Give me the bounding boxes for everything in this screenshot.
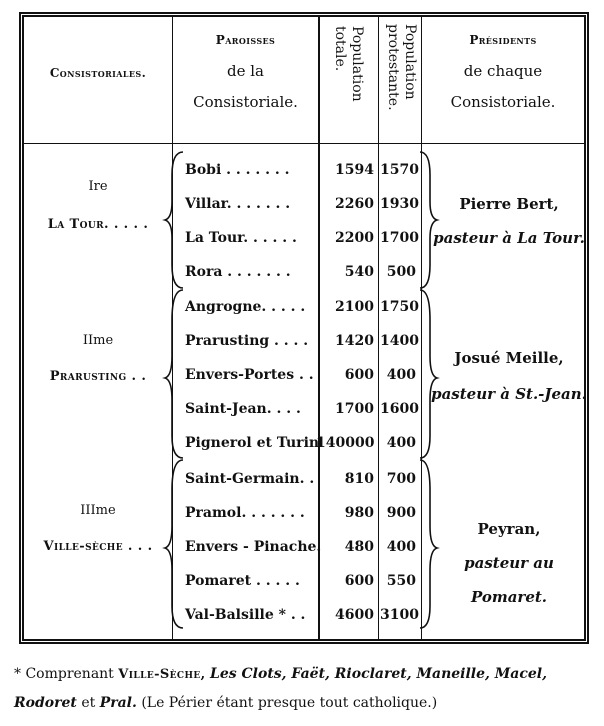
population-totale: 1420 — [335, 333, 374, 349]
population-protestante: 400 — [386, 539, 416, 555]
population-protestante: 1400 — [380, 333, 419, 349]
parish-name: Prarusting . . . . — [185, 333, 309, 349]
header-paroisses-line2: de la — [227, 62, 264, 80]
president-role — [426, 377, 592, 411]
president-role-text: pasteur au Pomaret. — [464, 554, 554, 606]
population-totale: 600 — [344, 573, 374, 589]
footnote-star: * Comprenant — [14, 666, 114, 682]
header-presidents-line2: de chaque — [463, 62, 543, 80]
president-role — [426, 546, 592, 614]
population-protestante: 700 — [386, 471, 416, 487]
header-paroisses-line1: Paroisses — [215, 33, 276, 47]
consistorial-number: IIIme — [80, 503, 116, 518]
president-name: Josué Meille, — [454, 349, 564, 367]
population-protestante: 3100 — [380, 607, 419, 623]
population-protestante: 400 — [386, 367, 416, 383]
header-presidents-line1: Présidents — [469, 33, 537, 47]
population-protestante: 1930 — [380, 196, 419, 212]
population-totale: 1594 — [335, 162, 374, 178]
population-totale: 2100 — [335, 299, 374, 315]
population-totale: 1700 — [335, 401, 374, 417]
parish-name: Envers-Portes . . — [185, 367, 314, 383]
population-protestante: 900 — [386, 505, 416, 521]
population-totale: 2200 — [335, 230, 374, 246]
parish-name: Villar. . . . . . . — [185, 196, 291, 212]
population-totale: 810 — [344, 471, 374, 487]
population-totale: 2260 — [335, 196, 374, 212]
president-role-text: pasteur à La Tour. — [433, 229, 585, 247]
footnote-rest: (Le Périer étant presque tout catholique.) — [141, 695, 438, 711]
parish-name: Saint-Germain. . — [185, 471, 315, 487]
president-name: Peyran, — [477, 520, 541, 538]
population-protestante: 500 — [386, 264, 416, 280]
population-totale: 4600 — [335, 607, 374, 623]
header-consistoriales: Consistoriales. — [49, 66, 147, 80]
header-paroisses-line3: Consistoriale. — [193, 93, 298, 111]
consistorial-number: IIme — [82, 333, 114, 348]
parish-name: Pomaret . . . . . — [185, 573, 300, 589]
parish-name: Bobi . . . . . . . — [185, 162, 290, 178]
population-totale: 980 — [344, 505, 374, 521]
population-protestante: 550 — [386, 573, 416, 589]
parish-name: La Tour. . . . . . — [185, 230, 297, 246]
footnote — [14, 660, 599, 717]
header-population-protestante-label: Population protestante. — [385, 24, 418, 111]
population-totale: 600 — [344, 367, 374, 383]
footnote-ville-seche: Ville-Sèche, — [118, 667, 206, 682]
consistorial-number: Ire — [88, 179, 108, 194]
parish-name: Pignerol et Turin — [185, 435, 320, 451]
parish-name: Saint-Jean. . . . — [185, 401, 301, 417]
footnote-pral: Pral. — [99, 695, 137, 711]
population-totale: 540 — [344, 264, 374, 280]
header-presidents-line3: Consistoriale. — [450, 93, 556, 111]
consistorial-name: La Tour. . . . . — [47, 217, 149, 232]
parish-name: Pramol. . . . . . . — [185, 505, 305, 521]
population-totale: 140000 — [316, 435, 375, 451]
population-protestante: 400 — [386, 435, 416, 451]
parish-name: Rora . . . . . . . — [185, 264, 291, 280]
population-protestante: 1570 — [380, 162, 419, 178]
footnote-et: et — [81, 695, 96, 711]
parish-name: Angrogne. . . . . — [185, 299, 306, 315]
parish-name: Envers - Pinache. — [185, 539, 322, 555]
parish-name: Val-Balsille * . . — [185, 607, 306, 623]
president-role-text: pasteur à St.-Jean. — [431, 385, 587, 403]
president-name: Pierre Bert, — [459, 195, 559, 213]
population-protestante: 1700 — [380, 230, 419, 246]
president-role — [426, 221, 592, 255]
consistorial-name: Prarusting . . — [49, 369, 147, 384]
population-totale: 480 — [344, 539, 374, 555]
footnote-rodoret: Rodoret — [14, 695, 77, 711]
consistorial-name: Ville-sèche . . . — [43, 539, 153, 554]
header-population-totale-label: Population totale. — [332, 26, 365, 102]
population-protestante: 1600 — [380, 401, 419, 417]
footnote-places: Les Clots, Faët, Rioclaret, Maneille, Macel, — [210, 666, 547, 682]
population-protestante: 1750 — [380, 299, 419, 315]
